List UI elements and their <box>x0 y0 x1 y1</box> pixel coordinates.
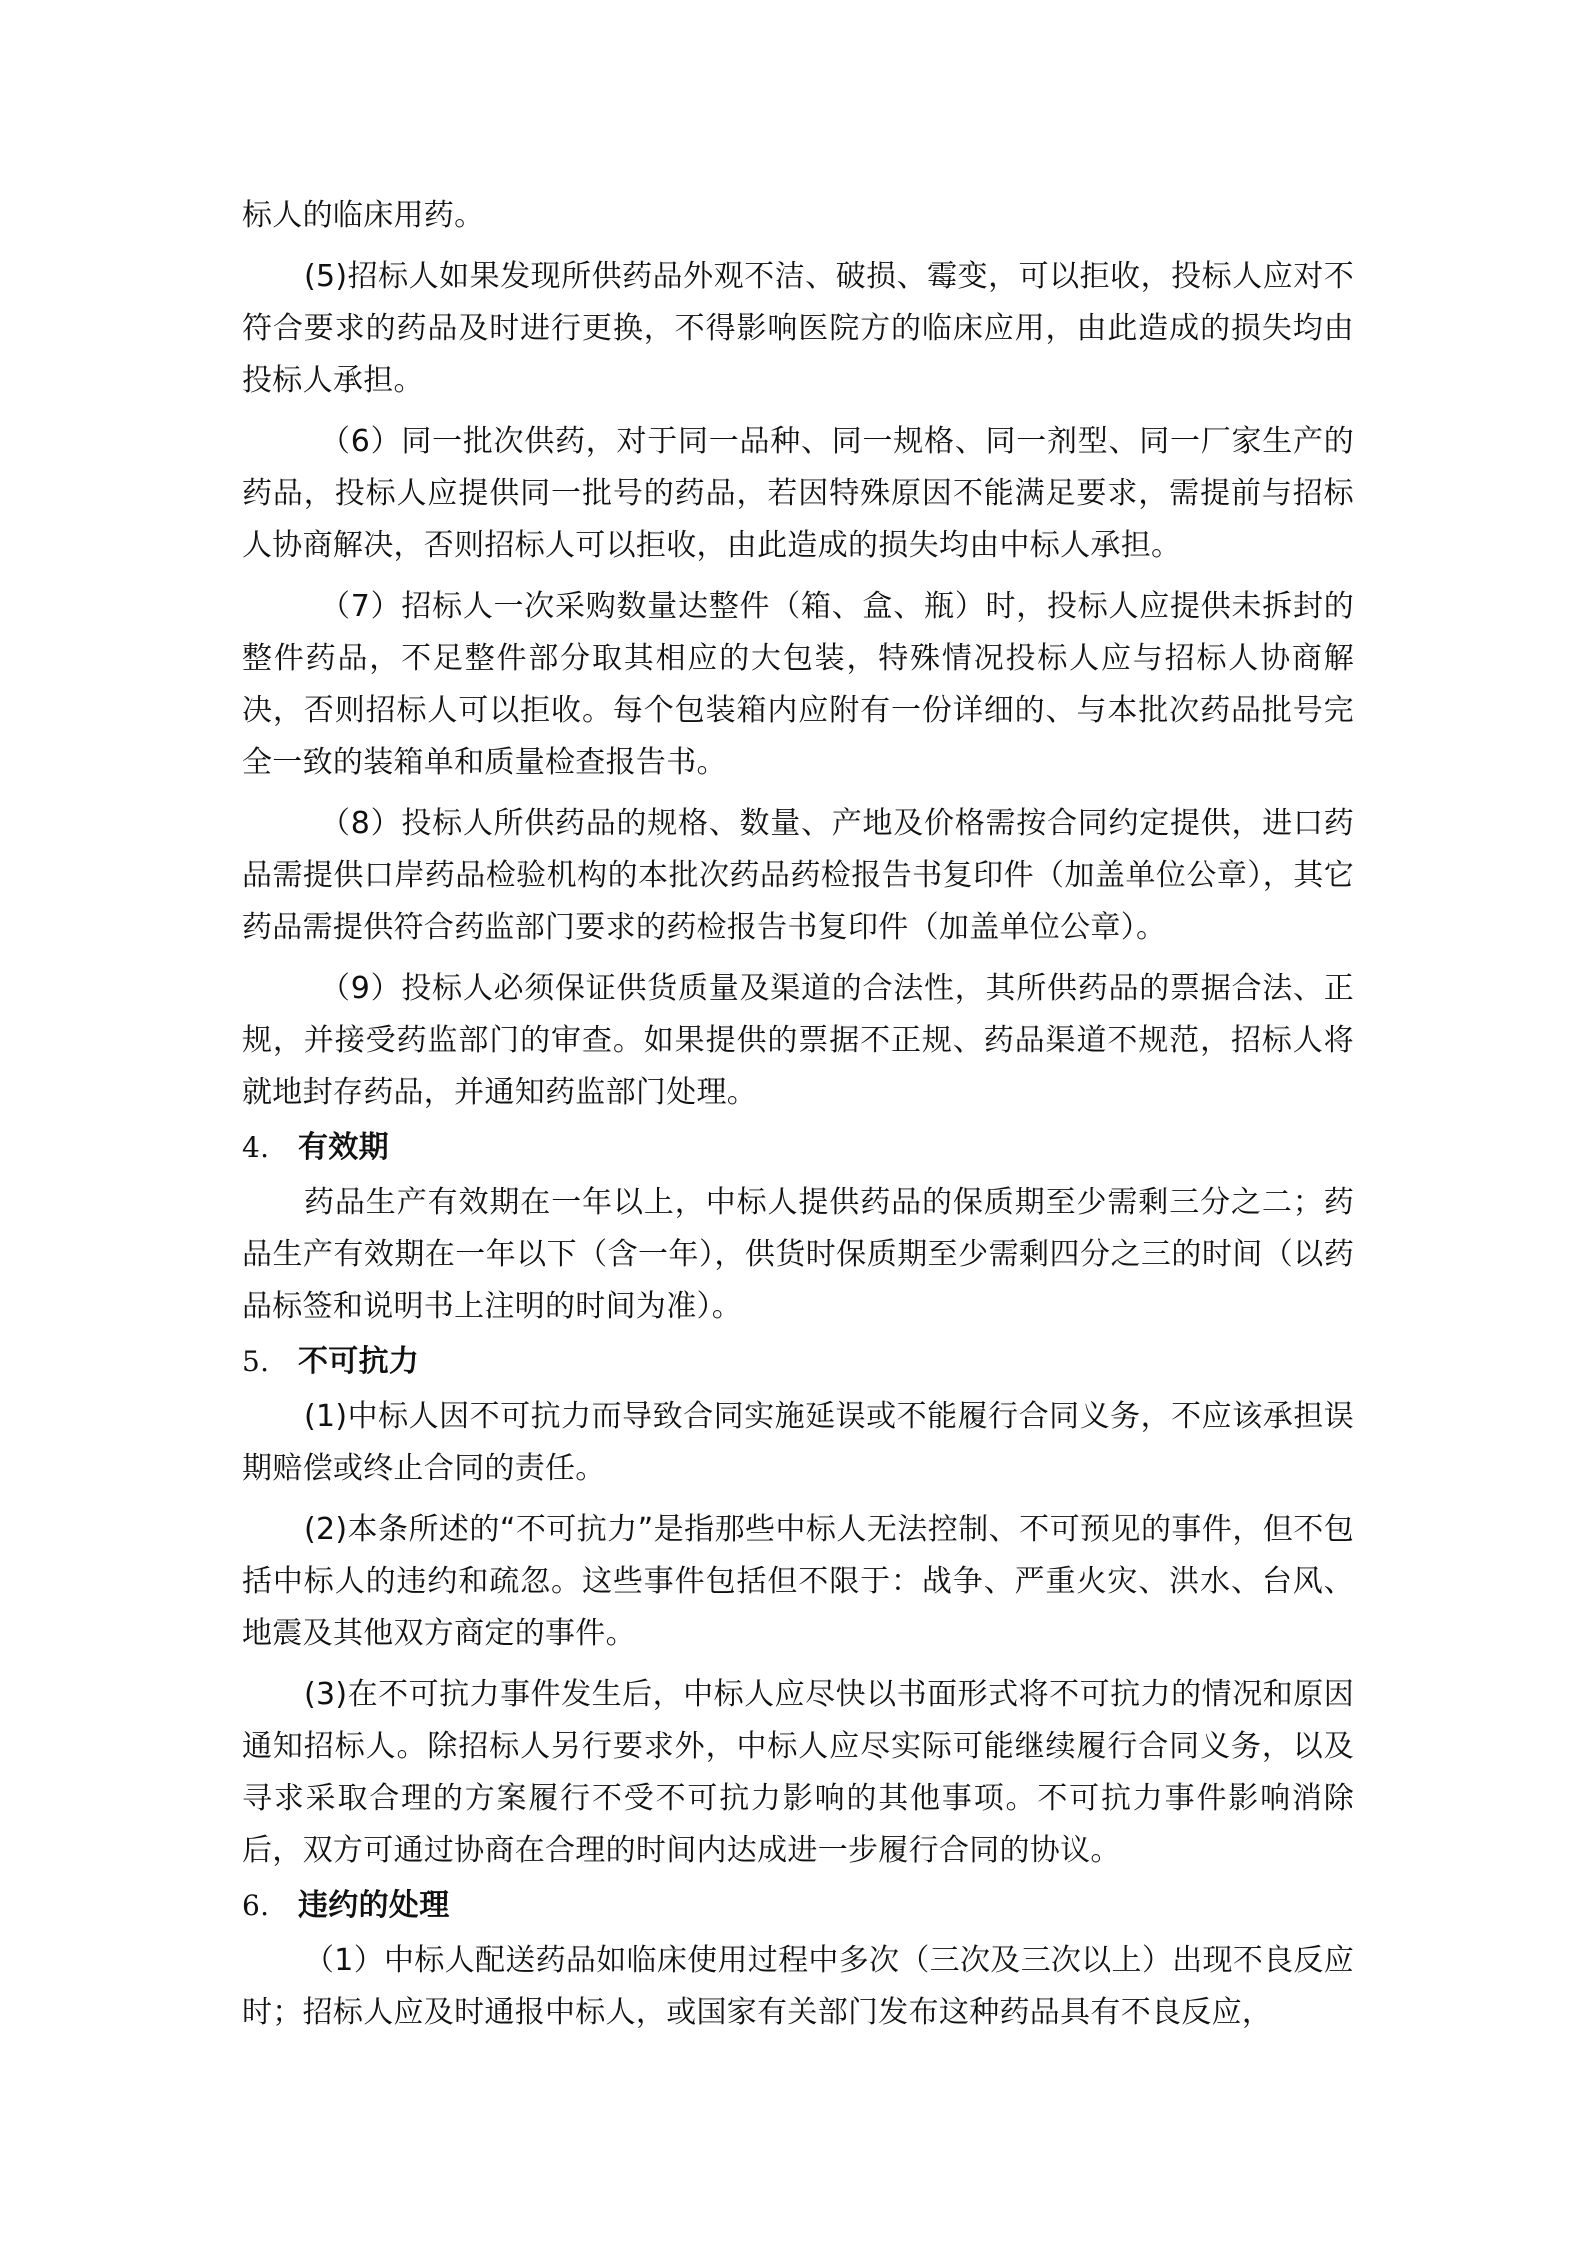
section-heading-6 <box>242 1880 1354 1932</box>
document-page <box>242 190 1354 2048</box>
paragraph-item-6: （6）同一批次供药，对于同一品种、同一规格、同一剂型、同一厂家生产的药品，投标人应提供同一批号的药品，若因特殊原因不能满足要求，需提前与招标人协商解决，否则招标人可以拒收，由此造成的损失均由中标人承担。 <box>242 424 1354 563</box>
paragraph-item-9: （9）投标人必须保证供货质量及渠道的合法性，其所供药品的票据合法、正规，并接受药监部门的审查。如果提供的票据不正规、药品渠道不规范，招标人将就地封存药品，并通知药监部门处理。 <box>242 971 1354 1110</box>
section-number: 5. <box>242 1345 270 1378</box>
section-5-item-2: (2)本条所述的“不可抗力”是指那些中标人无法控制、不可预见的事件，但不包括中标人的违约和疏忽。这些事件包括但不限于：战争、严重火灾、洪水、台风、地震及其他双方商定的事件。 <box>242 1512 1354 1651</box>
section-heading-5 <box>242 1336 1354 1388</box>
section-4-paragraph: 药品生产有效期在一年以上，中标人提供药品的保质期至少需剩三分之二；药品生产有效期在一年以下（含一年），供货时保质期至少需剩四分之三的时间（以药品标签和说明书上注明的时间为准）。 <box>242 1185 1354 1324</box>
section-5-item-3: (3)在不可抗力事件发生后，中标人应尽快以书面形式将不可抗力的情况和原因通知招标人。除招标人另行要求外，中标人应尽实际可能继续履行合同义务，以及寻求采取合理的方案履行不受不可抗力影响的其他事项。不可抗力事件影响消除后，双方可通过协商在合理的时间内达成进一步履行合同的协议。 <box>242 1677 1354 1868</box>
paragraph-item-5: (5)招标人如果发现所供药品外观不洁、破损、霉变，可以拒收，投标人应对不符合要求的药品及时进行更换，不得影响医院方的临床应用，由此造成的损失均由投标人承担。 <box>242 259 1354 398</box>
paragraph-item-7: （7）招标人一次采购数量达整件（箱、盒、瓶）时，投标人应提供未拆封的整件药品，不足整件部分取其相应的大包装，特殊情况投标人应与招标人协商解决，否则招标人可以拒收。每个包装箱内应附有一份详细的、与本批次药品批号完全一致的装箱单和质量检查报告书。 <box>242 589 1354 780</box>
section-number: 4. <box>242 1131 270 1164</box>
section-heading-4 <box>242 1122 1354 1174</box>
paragraph-item-8: （8）投标人所供药品的规格、数量、产地及价格需按合同约定提供，进口药品需提供口岸药品检验机构的本批次药品药检报告书复印件（加盖单位公章），其它药品需提供符合药监部门要求的药检报告书复印件（加盖单位公章）。 <box>242 806 1354 945</box>
section-5-item-1: (1)中标人因不可抗力而导致合同实施延误或不能履行合同义务，不应该承担误期赔偿或终止合同的责任。 <box>242 1399 1354 1486</box>
section-title: 不可抗力 <box>298 1344 420 1379</box>
section-6-item-1: （1）中标人配送药品如临床使用过程中多次（三次及三次以上）出现不良反应时；招标人应及时通报中标人，或国家有关部门发布这种药品具有不良反应， <box>242 1943 1354 2030</box>
section-title: 有效期 <box>298 1130 389 1165</box>
section-title: 违约的处理 <box>298 1888 450 1923</box>
section-number: 6. <box>242 1889 270 1922</box>
paragraph-continued: 标人的临床用药。 <box>242 198 485 233</box>
